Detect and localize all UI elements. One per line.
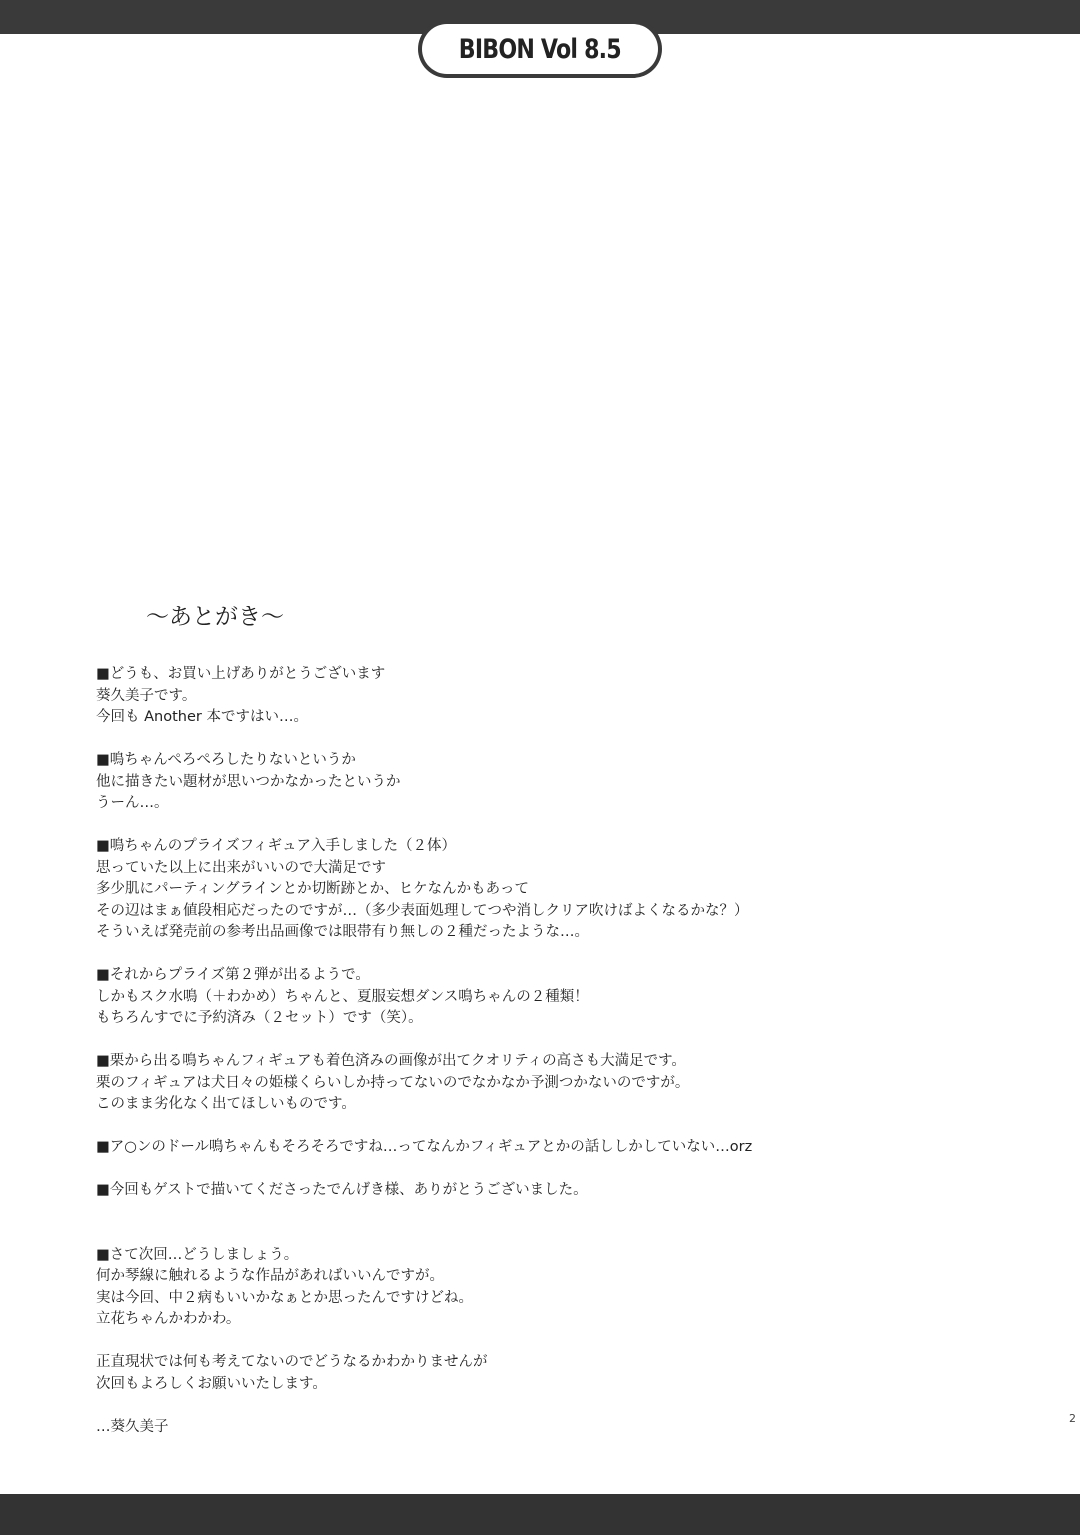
text-line: ■どうも、お買い上げありがとうございます [96, 666, 386, 682]
paragraph-greeting [96, 664, 996, 729]
author-signature: …葵久美子 [96, 1418, 169, 1435]
paragraph-doll [96, 1137, 996, 1159]
text-line: 葵久美子です。 [96, 687, 197, 704]
text-line: そういえば発売前の参考出品画像では眼帯有り無しの２種だったような…。 [96, 924, 589, 940]
text-line: 正直現状では何も考えてないのでどうなるかわかりませんが [96, 1354, 488, 1370]
text-line: 他に描きたい題材が思いつかなかったというか [96, 773, 401, 790]
text-line: ■今回もゲストで描いてくださったでんげき様、ありがとうございました。 [96, 1182, 588, 1198]
title-badge-inner [422, 24, 658, 74]
text-line: ■鳴ちゃんぺろぺろしたりないというか [96, 752, 356, 768]
paragraph-second-prize [96, 965, 996, 1030]
text-line: もちろんすでに予約済み（２セット）です（笑）。 [96, 1010, 423, 1026]
text-line: 多少肌にパーティングラインとか切断跡とか、ヒケなんかもあって [96, 881, 529, 897]
text-line: その辺はまぁ値段相応だったのですが…（多少表面処理してつや消しクリア吹けばよくなるかな？） [96, 902, 749, 919]
paragraph-closing [96, 1352, 996, 1395]
paragraph-kuri-figure [96, 1051, 996, 1116]
paragraph-motivation [96, 750, 996, 815]
paragraph-signature [96, 1417, 996, 1439]
text-line: うーん…。 [96, 795, 169, 811]
text-line: 思っていた以上に出来がいいので大満足です [96, 859, 386, 876]
paragraph-guest-thanks [96, 1180, 996, 1202]
afterword-heading: ～あとがき～ [146, 604, 284, 630]
footer-bar [0, 1494, 1080, 1535]
text-line: ■ア○ンのドール鳴ちゃんもそろそろですね…ってなんかフィギュアとかの話ししかしていない…orz [96, 1139, 753, 1155]
text-line: ■鳴ちゃんのプライズフィギュア入手しました（２体） [96, 838, 456, 854]
paragraph-prize-figure [96, 836, 996, 944]
paragraph-next-time [96, 1245, 996, 1331]
text-line: 栗のフィギュアは犬日々の姫様くらいしか持ってないのでなかなか予測つかないのですが。 [96, 1074, 690, 1091]
page-number: 2 [1069, 1412, 1076, 1425]
page-title: BIBON Vol 8.5 [458, 33, 622, 65]
text-line: 何か琴線に触れるような作品があればいいんですが。 [96, 1268, 444, 1284]
text-line: 実は今回、中２病もいいかなぁとか思ったんですけどね。 [96, 1289, 473, 1306]
text-line: 立花ちゃんかわかわ。 [96, 1311, 241, 1327]
title-badge [418, 20, 662, 78]
text-line: しかもスク水鳴（＋わかめ）ちゃんと、夏服妄想ダンス鳴ちゃんの２種類！ [96, 988, 589, 1005]
text-line: このまま劣化なく出てほしいものです。 [96, 1096, 356, 1112]
text-line: ■さて次回…どうしましょう。 [96, 1246, 299, 1263]
afterword-body [96, 664, 996, 1460]
text-line: ■それからプライズ第２弾が出るようで。 [96, 967, 370, 983]
text-line: 今回も Another 本ですはい…。 [96, 709, 308, 725]
text-line: 次回もよろしくお願いいたします。 [96, 1375, 327, 1392]
text-line: ■栗から出る鳴ちゃんフィギュアも着色済みの画像が出てクオリティの高さも大満足です。 [96, 1053, 686, 1069]
